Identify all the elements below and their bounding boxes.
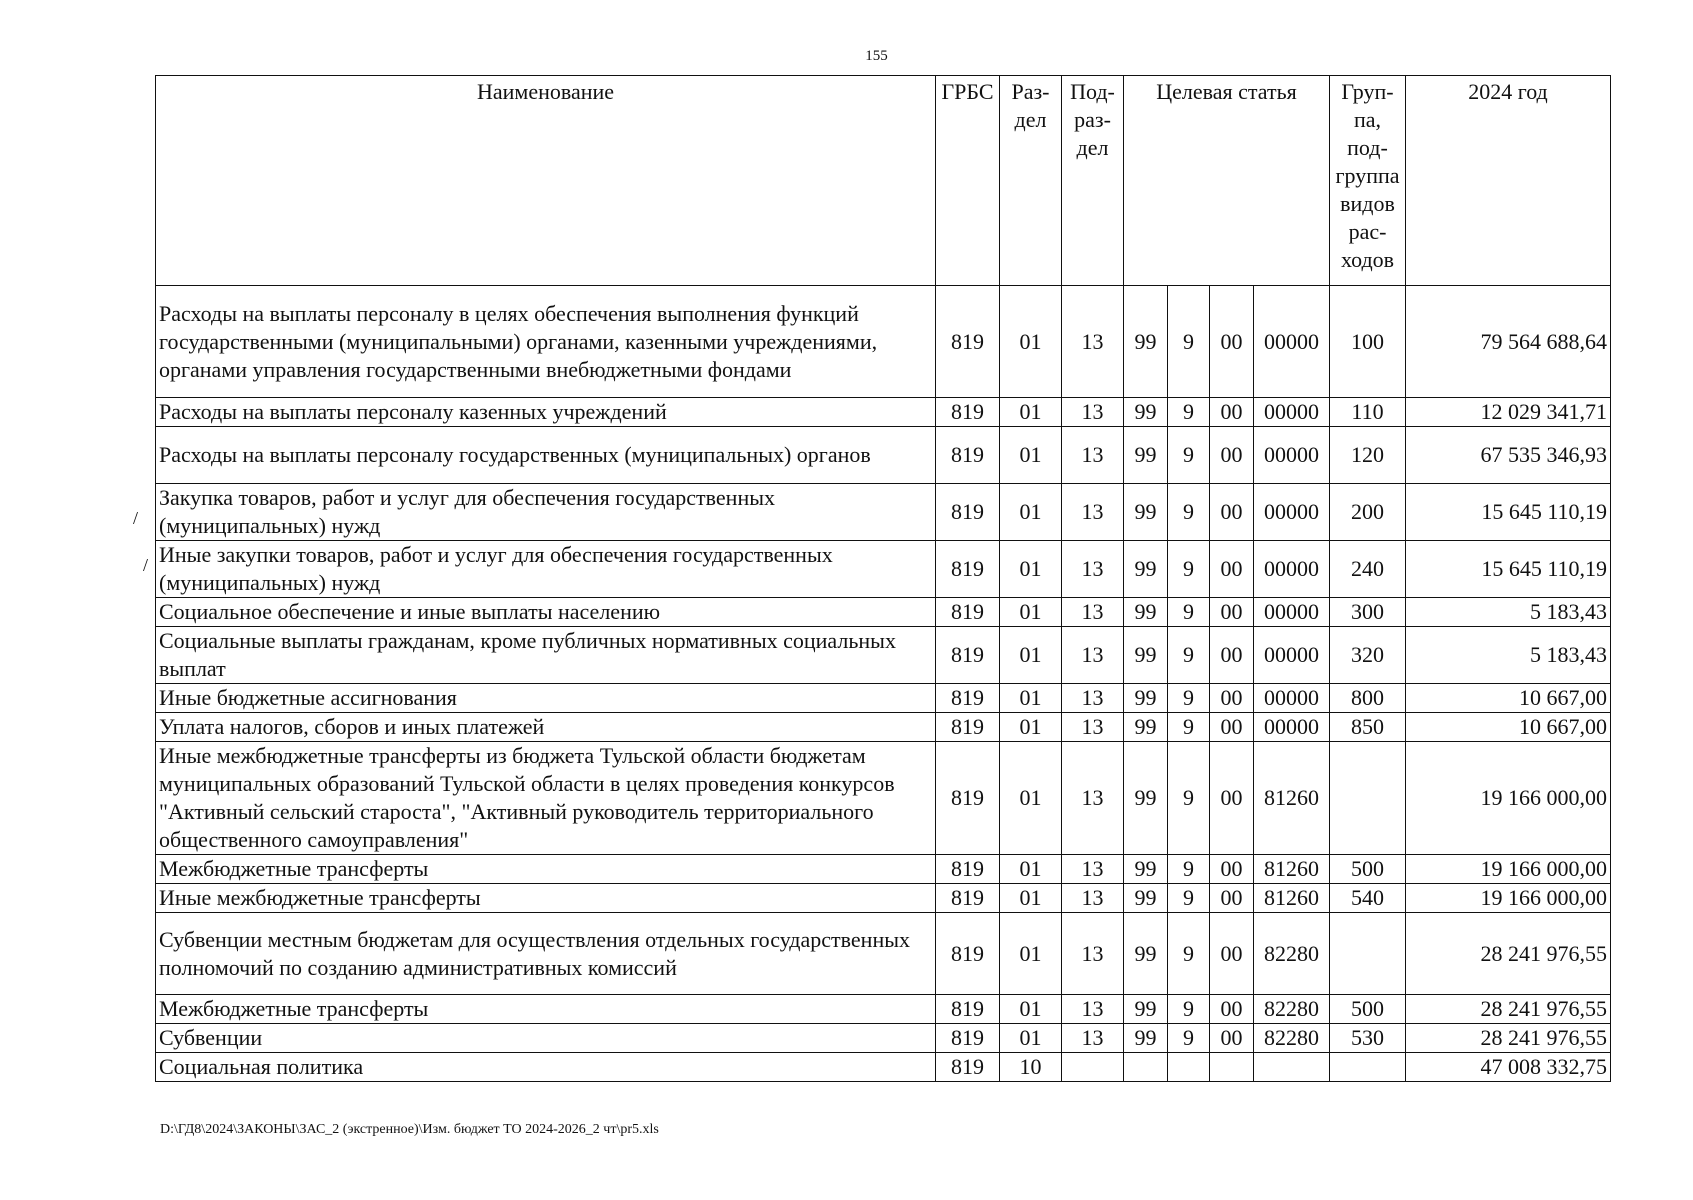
- cell-target-program: 99: [1124, 713, 1168, 742]
- cell-razdel: 01: [1000, 484, 1062, 541]
- cell-target-direction: 00: [1210, 1024, 1254, 1053]
- cell-podrazdel: 13: [1062, 713, 1124, 742]
- cell-razdel: 01: [1000, 427, 1062, 484]
- cell-razdel: 01: [1000, 627, 1062, 684]
- cell-name: Уплата налогов, сборов и иных платежей: [156, 713, 936, 742]
- page-number: 155: [865, 48, 888, 64]
- cell-target-direction: 00: [1210, 541, 1254, 598]
- cell-amount: 19 166 000,00: [1406, 855, 1611, 884]
- cell-target-program: 99: [1124, 427, 1168, 484]
- cell-podrazdel: 13: [1062, 398, 1124, 427]
- cell-grbs: 819: [936, 286, 1000, 398]
- cell-target-code: 00000: [1254, 627, 1330, 684]
- cell-podrazdel: 13: [1062, 541, 1124, 598]
- table-row: [156, 286, 1611, 398]
- cell-expense-group: [1330, 913, 1406, 995]
- cell-grbs: 819: [936, 1053, 1000, 1082]
- cell-razdel: 01: [1000, 684, 1062, 713]
- cell-target-program: 99: [1124, 742, 1168, 855]
- cell-target-subprogram: 9: [1168, 713, 1210, 742]
- cell-grbs: 819: [936, 913, 1000, 995]
- cell-grbs: 819: [936, 541, 1000, 598]
- cell-name: Социальные выплаты гражданам, кроме публичных нормативных социальных выплат: [156, 627, 936, 684]
- cell-target-program: 99: [1124, 627, 1168, 684]
- cell-target-code: 82280: [1254, 1024, 1330, 1053]
- cell-podrazdel: 13: [1062, 995, 1124, 1024]
- cell-name: Расходы на выплаты персоналу казенных учреждений: [156, 398, 936, 427]
- cell-podrazdel: 13: [1062, 598, 1124, 627]
- cell-target-code: 00000: [1254, 484, 1330, 541]
- cell-expense-group: 800: [1330, 684, 1406, 713]
- cell-target-subprogram: [1168, 1053, 1210, 1082]
- cell-target-direction: 00: [1210, 913, 1254, 995]
- cell-target-direction: 00: [1210, 742, 1254, 855]
- cell-target-subprogram: 9: [1168, 427, 1210, 484]
- cell-grbs: 819: [936, 742, 1000, 855]
- cell-razdel: 01: [1000, 1024, 1062, 1053]
- table-row: [156, 684, 1611, 713]
- margin-mark: /: [143, 555, 149, 575]
- cell-razdel: 01: [1000, 541, 1062, 598]
- cell-razdel: 01: [1000, 855, 1062, 884]
- cell-name: Закупка товаров, работ и услуг для обеспечения государственных (муниципальных) нужд: [156, 484, 936, 541]
- cell-amount: 10 667,00: [1406, 713, 1611, 742]
- cell-amount: 12 029 341,71: [1406, 398, 1611, 427]
- cell-name: Иные бюджетные ассигнования: [156, 684, 936, 713]
- cell-amount: 5 183,43: [1406, 627, 1611, 684]
- cell-podrazdel: 13: [1062, 286, 1124, 398]
- cell-target-code: 81260: [1254, 855, 1330, 884]
- cell-expense-group: 110: [1330, 398, 1406, 427]
- margin-mark: /: [133, 508, 139, 528]
- cell-grbs: 819: [936, 1024, 1000, 1053]
- header-target-article: Целевая статья: [1124, 76, 1330, 286]
- cell-target-code: 00000: [1254, 713, 1330, 742]
- header-podrazdel: Под- раз- дел: [1062, 76, 1124, 286]
- cell-target-code: 81260: [1254, 884, 1330, 913]
- cell-podrazdel: 13: [1062, 627, 1124, 684]
- cell-name: Социальная политика: [156, 1053, 936, 1082]
- table-header-row: [156, 76, 1611, 286]
- cell-razdel: 01: [1000, 286, 1062, 398]
- cell-target-code: 82280: [1254, 913, 1330, 995]
- cell-razdel: 10: [1000, 1053, 1062, 1082]
- table-row: [156, 1053, 1611, 1082]
- cell-target-subprogram: 9: [1168, 598, 1210, 627]
- table-row: [156, 627, 1611, 684]
- cell-target-subprogram: 9: [1168, 1024, 1210, 1053]
- cell-podrazdel: 13: [1062, 684, 1124, 713]
- cell-target-code: [1254, 1053, 1330, 1082]
- cell-target-code: 81260: [1254, 742, 1330, 855]
- cell-grbs: 819: [936, 484, 1000, 541]
- cell-razdel: 01: [1000, 713, 1062, 742]
- cell-target-subprogram: 9: [1168, 398, 1210, 427]
- cell-target-code: 82280: [1254, 995, 1330, 1024]
- cell-podrazdel: 13: [1062, 1024, 1124, 1053]
- cell-expense-group: 850: [1330, 713, 1406, 742]
- cell-expense-group: 500: [1330, 995, 1406, 1024]
- table-row: [156, 598, 1611, 627]
- cell-amount: 15 645 110,19: [1406, 484, 1611, 541]
- cell-grbs: 819: [936, 627, 1000, 684]
- cell-target-direction: 00: [1210, 995, 1254, 1024]
- table-row: [156, 855, 1611, 884]
- cell-target-direction: 00: [1210, 598, 1254, 627]
- cell-expense-group: 300: [1330, 598, 1406, 627]
- cell-target-direction: 00: [1210, 713, 1254, 742]
- cell-podrazdel: [1062, 1053, 1124, 1082]
- cell-target-program: 99: [1124, 598, 1168, 627]
- cell-target-code: 00000: [1254, 427, 1330, 484]
- cell-amount: 67 535 346,93: [1406, 427, 1611, 484]
- cell-grbs: 819: [936, 427, 1000, 484]
- cell-amount: 28 241 976,55: [1406, 913, 1611, 995]
- cell-amount: 47 008 332,75: [1406, 1053, 1611, 1082]
- cell-name: Субвенции местным бюджетам для осуществления отдельных государственных полномочий по созданию административных комиссий: [156, 913, 936, 995]
- cell-target-program: 99: [1124, 995, 1168, 1024]
- header-razdel: Раз- дел: [1000, 76, 1062, 286]
- cell-name: Расходы на выплаты персоналу в целях обеспечения выполнения функций государственными (муниципальными) органами, казенными учреждениями, органами управления государственными внебюджетными фондами: [156, 286, 936, 398]
- cell-razdel: 01: [1000, 598, 1062, 627]
- cell-target-subprogram: 9: [1168, 742, 1210, 855]
- table-row: [156, 484, 1611, 541]
- cell-expense-group: 100: [1330, 286, 1406, 398]
- cell-name: Межбюджетные трансферты: [156, 855, 936, 884]
- cell-target-subprogram: 9: [1168, 484, 1210, 541]
- cell-grbs: 819: [936, 884, 1000, 913]
- cell-podrazdel: 13: [1062, 855, 1124, 884]
- cell-amount: 10 667,00: [1406, 684, 1611, 713]
- cell-expense-group: 240: [1330, 541, 1406, 598]
- cell-amount: 5 183,43: [1406, 598, 1611, 627]
- cell-razdel: 01: [1000, 995, 1062, 1024]
- cell-grbs: 819: [936, 713, 1000, 742]
- cell-target-subprogram: 9: [1168, 627, 1210, 684]
- cell-razdel: 01: [1000, 913, 1062, 995]
- cell-name: Расходы на выплаты персоналу государственных (муниципальных) органов: [156, 427, 936, 484]
- table-row: [156, 427, 1611, 484]
- cell-target-subprogram: 9: [1168, 684, 1210, 713]
- cell-target-program: [1124, 1053, 1168, 1082]
- cell-target-program: 99: [1124, 398, 1168, 427]
- cell-target-code: 00000: [1254, 398, 1330, 427]
- cell-grbs: 819: [936, 398, 1000, 427]
- cell-razdel: 01: [1000, 884, 1062, 913]
- cell-target-subprogram: 9: [1168, 995, 1210, 1024]
- cell-target-direction: 00: [1210, 627, 1254, 684]
- cell-target-code: 00000: [1254, 684, 1330, 713]
- cell-target-code: 00000: [1254, 598, 1330, 627]
- cell-target-direction: 00: [1210, 855, 1254, 884]
- cell-grbs: 819: [936, 855, 1000, 884]
- cell-target-program: 99: [1124, 1024, 1168, 1053]
- cell-name: Иные межбюджетные трансферты: [156, 884, 936, 913]
- cell-grbs: 819: [936, 598, 1000, 627]
- cell-target-subprogram: 9: [1168, 286, 1210, 398]
- table-row: [156, 541, 1611, 598]
- header-name: Наименование: [156, 76, 936, 286]
- table-row: [156, 713, 1611, 742]
- cell-amount: 15 645 110,19: [1406, 541, 1611, 598]
- cell-expense-group: 530: [1330, 1024, 1406, 1053]
- table-row: [156, 398, 1611, 427]
- cell-target-program: 99: [1124, 884, 1168, 913]
- cell-target-program: 99: [1124, 286, 1168, 398]
- cell-amount: 19 166 000,00: [1406, 884, 1611, 913]
- header-grbs: ГРБС: [936, 76, 1000, 286]
- cell-target-direction: 00: [1210, 398, 1254, 427]
- cell-target-code: 00000: [1254, 541, 1330, 598]
- budget-table: [155, 75, 1611, 1082]
- table-row: [156, 913, 1611, 995]
- cell-expense-group: 200: [1330, 484, 1406, 541]
- table-row: [156, 884, 1611, 913]
- cell-expense-group: 320: [1330, 627, 1406, 684]
- cell-target-subprogram: 9: [1168, 884, 1210, 913]
- header-year: 2024 год: [1406, 76, 1611, 286]
- table-row: [156, 742, 1611, 855]
- cell-amount: 79 564 688,64: [1406, 286, 1611, 398]
- cell-expense-group: [1330, 1053, 1406, 1082]
- cell-target-program: 99: [1124, 541, 1168, 598]
- cell-target-direction: 00: [1210, 484, 1254, 541]
- cell-target-subprogram: 9: [1168, 541, 1210, 598]
- cell-target-direction: 00: [1210, 684, 1254, 713]
- cell-name: Иные межбюджетные трансферты из бюджета Тульской области бюджетам муниципальных образований Тульской области в целях проведения конкурсов "Активный сельский староста", "Активный руководитель территориального общественного самоуправления": [156, 742, 936, 855]
- cell-target-program: 99: [1124, 684, 1168, 713]
- cell-name: Межбюджетные трансферты: [156, 995, 936, 1024]
- cell-target-program: 99: [1124, 484, 1168, 541]
- cell-target-direction: [1210, 1053, 1254, 1082]
- header-expense-group: Груп- па, под- группа видов рас- ходов: [1330, 76, 1406, 286]
- cell-expense-group: 120: [1330, 427, 1406, 484]
- cell-target-code: 00000: [1254, 286, 1330, 398]
- cell-target-direction: 00: [1210, 884, 1254, 913]
- cell-amount: 28 241 976,55: [1406, 995, 1611, 1024]
- cell-name: Субвенции: [156, 1024, 936, 1053]
- cell-amount: 19 166 000,00: [1406, 742, 1611, 855]
- cell-podrazdel: 13: [1062, 484, 1124, 541]
- cell-grbs: 819: [936, 995, 1000, 1024]
- cell-target-subprogram: 9: [1168, 855, 1210, 884]
- cell-podrazdel: 13: [1062, 913, 1124, 995]
- cell-target-program: 99: [1124, 913, 1168, 995]
- cell-razdel: 01: [1000, 398, 1062, 427]
- cell-expense-group: [1330, 742, 1406, 855]
- table-row: [156, 995, 1611, 1024]
- cell-podrazdel: 13: [1062, 884, 1124, 913]
- cell-expense-group: 500: [1330, 855, 1406, 884]
- cell-name: Социальное обеспечение и иные выплаты населению: [156, 598, 936, 627]
- cell-expense-group: 540: [1330, 884, 1406, 913]
- cell-podrazdel: 13: [1062, 742, 1124, 855]
- cell-podrazdel: 13: [1062, 427, 1124, 484]
- cell-amount: 28 241 976,55: [1406, 1024, 1611, 1053]
- file-path-footer: D:\ГД8\2024\ЗАКОНЫ\ЗАС_2 (экстренное)\Изм. бюджет ТО 2024-2026_2 чт\pr5.xls: [160, 1122, 659, 1137]
- table-row: [156, 1024, 1611, 1053]
- cell-target-subprogram: 9: [1168, 913, 1210, 995]
- cell-razdel: 01: [1000, 742, 1062, 855]
- cell-target-direction: 00: [1210, 427, 1254, 484]
- cell-target-program: 99: [1124, 855, 1168, 884]
- cell-name: Иные закупки товаров, работ и услуг для обеспечения государственных (муниципальных) нужд: [156, 541, 936, 598]
- cell-grbs: 819: [936, 684, 1000, 713]
- cell-target-direction: 00: [1210, 286, 1254, 398]
